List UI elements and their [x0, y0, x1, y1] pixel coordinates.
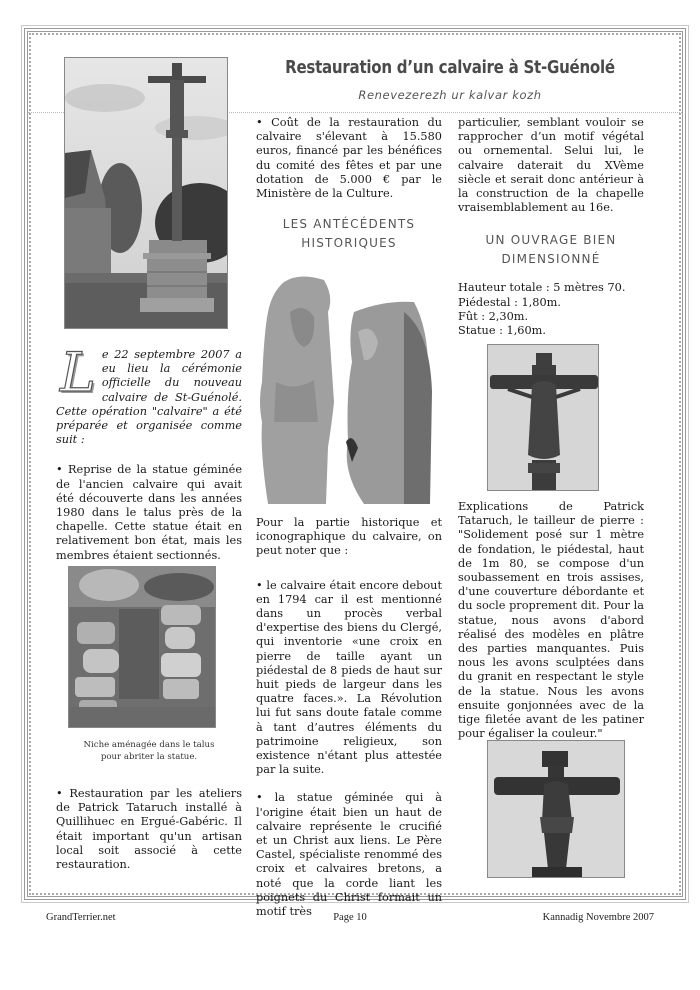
- intro-paragraph: [56, 341, 242, 447]
- heading-line-2: DIMENSIONNÉ: [501, 252, 601, 267]
- bullet-restauration: • Restauration par les ateliers de Patrick Tataruch installé à Quillihuec en Ergué-Gabéric. Il était important qu'un artisan local soit associé à cette restauration.: [56, 787, 242, 872]
- para-historique: Pour la partie historique et iconographique du calvaire, on peut noter que :: [256, 516, 442, 558]
- footer-issue: Kannadig Novembre 2007: [542, 912, 654, 923]
- photo-niche: [68, 566, 216, 728]
- heading-antecedents: [256, 215, 442, 253]
- footer-site: GrandTerrier.net: [46, 912, 116, 923]
- dimension-hauteur: Hauteur totale : 5 mètres 70.: [458, 281, 626, 295]
- dimension-statue: Statue : 1,60m.: [458, 324, 546, 338]
- heading-ouvrage: [458, 231, 644, 269]
- bullet-cout: • Coût de la restauration du calvaire s'élevant à 15.580 euros, financé par les bénéfices du comité des fêtes et par une dotation de 5.000 € par le Ministère de la Culture.: [256, 116, 442, 201]
- photo-niche-caption: [56, 739, 242, 763]
- page-title: Restauration d’un calvaire à St-Guénolé: [285, 58, 615, 78]
- photo-crucifix-front: [487, 344, 599, 491]
- dimensions-list: [458, 281, 644, 338]
- heading-line-1: UN OUVRAGE BIEN: [485, 233, 617, 248]
- para-continuation: particulier, semblant vouloir se rapprocher d’un motif végétal ou ornemental. Selui lui, le calvaire daterait du XVème siècle et serait donc antérieur à la construction de la chapelle vraisemblablement au 16e.: [458, 116, 644, 215]
- quote-tataruch: Explications de Patrick Tataruch, le tailleur de pierre : "Solidement posé sur 1 mètre de fondation, le piédestal, haut de 1m 80, se compose d'un soubassement en trois assises, d'une couverture débordante et du socle proprement dit. Pour la statue, nous avons d'abord réalisé des modèles en plâtre des parties manquantes. Puis nous les avons sculptées dans du granit en respectant le style de la statue. Nous les avons ensuite gonjonnées avec de la tige filetée avant de les patiner pour égaliser la couleur.": [458, 500, 644, 741]
- bullet-1794: • le calvaire était encore debout en 1794 car il est mentionné dans un procès verbal d'expertise des biens du Clergé, qui inventorie «une croix en pierre de taille ayant un piédestal de 8 pieds de haut sur huit pieds de largeur dans les quatre faces.». La Révolution lui fut sans doute fatale comme à tant d’autres éléments du patrimoine religieux, son existence n'étant plus attestée par la suite.: [256, 578, 442, 777]
- heading-line-1: LES ANTÉCÉDENTS: [282, 217, 416, 232]
- intro-text: e 22 septembre 2007 a eu lieu la cérémonie officielle du nouveau calvaire de St-Guénolé. Cette opération "calvaire" a été préparée et organisée comme suit :: [56, 348, 242, 447]
- photo-twin-statue: [254, 272, 446, 510]
- column-3-quote: [458, 500, 644, 741]
- page-subtitle: Renevezerezh ur kalvar kozh: [358, 88, 542, 102]
- dropcap: L: [60, 341, 96, 404]
- bullet-statue-geminee: • la statue géminée qui à l'origine était bien un haut de calvaire représente le crucifié et un Christ aux liens. Le Père Castel, spécialiste renommé des croix et calvaires bretons, a noté que la corde liant les poignets du Christ formait un motif très: [256, 791, 442, 919]
- column-1-lower: [56, 787, 242, 872]
- column-1: [56, 341, 242, 563]
- dimension-fut: Fût : 2,30m.: [458, 309, 529, 323]
- caption-line-2: pour abriter la statue.: [100, 752, 198, 762]
- dimension-piedestal: Piédestal : 1,80m.: [458, 295, 561, 309]
- bullet-statue: • Reprise de la statue géminée de l'ancien calvaire qui avait été découverte dans les années 1980 dans le talus près de la chapelle. Cette statue était en relativement bon état, mais les membres étaient sectionnés.: [56, 463, 242, 562]
- column-2: [256, 116, 442, 253]
- caption-line-1: Niche aménagée dans le talus: [83, 740, 215, 750]
- heading-line-2: HISTORIQUES: [301, 236, 397, 251]
- photo-calvary-chapel: [64, 57, 228, 329]
- footer-page-number: Page 10: [333, 912, 367, 923]
- photo-crucifix-closeup: [487, 740, 625, 878]
- column-3: [458, 116, 644, 338]
- column-2-lower: [256, 516, 442, 919]
